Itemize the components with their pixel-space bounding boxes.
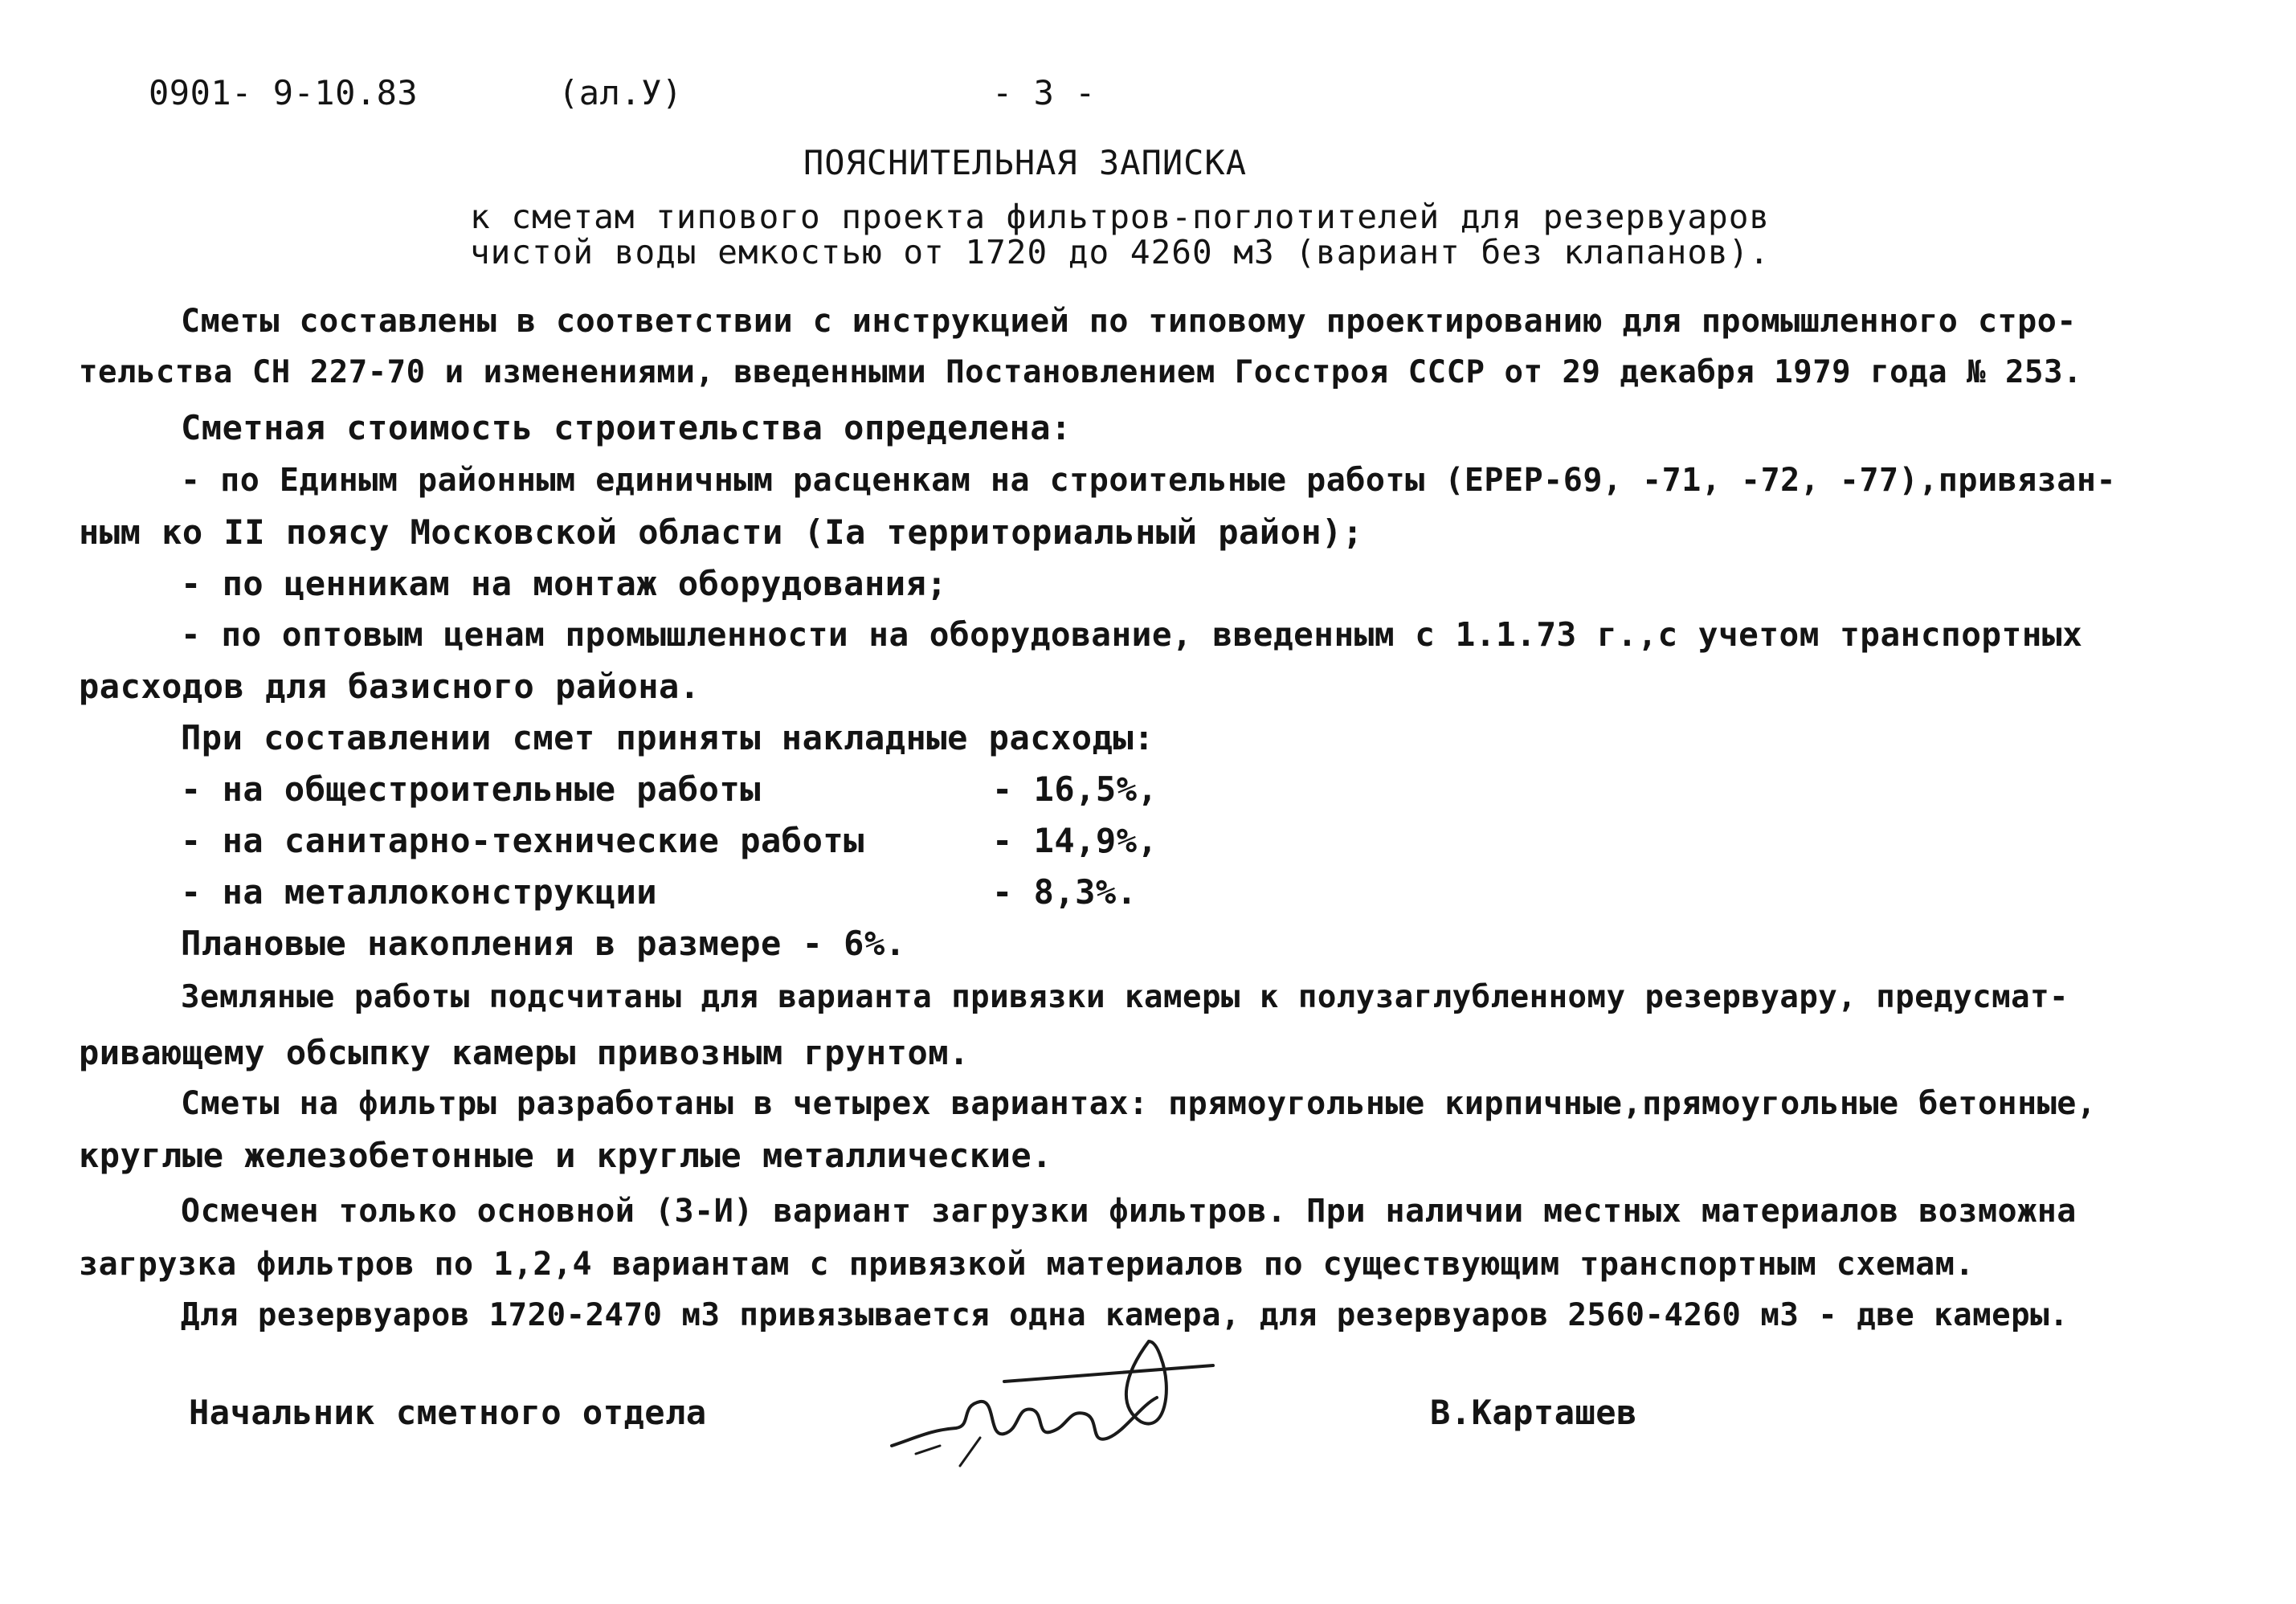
paragraph-2: Сметная стоимость строительства определена: [181,408,1072,447]
paragraph-7: Плановые накопления в размере - 6%. [181,924,906,963]
paragraph-3-line-2: ным ко II поясу Московской области (Iа территориальный район); [79,512,1363,552]
subtitle-line-2: чистой воды емкостью от 1720 до 4260 м3 (вариант без клапанов). [470,233,1771,271]
album-number: (ал.У) [558,73,683,112]
document-title: ПОЯСНИТЕЛЬНАЯ ЗАПИСКА [803,143,1248,182]
paragraph-11: Для резервуаров 1720-2470 м3 привязывается одна камера, для резервуаров 2560-4260 м3 - две камеры. [181,1297,2069,1333]
paragraph-10-line-1: Осмечен только основной (З-И) вариант загрузки фильтров. При наличии местных материалов возможна [181,1193,2077,1230]
overhead-label-1: - на общестроительные работы [181,769,762,809]
paragraph-9-line-1: Сметы на фильтры разработаны в четырех вариантах: прямоугольные кирпичные,прямоугольные бетонные, [181,1085,2097,1122]
overhead-label-2: - на санитарно-технические работы [181,821,864,860]
paragraph-1-line-1: Сметы составлены в соответствии с инструкцией по типовому проектированию для промышленного стро- [181,303,2077,340]
paragraph-8-line-2: ривающему обсыпку камеры привозным грунтом. [79,1033,970,1072]
overhead-label-3: - на металлоконструкции [181,872,658,912]
signatory-position: Начальник сметного отдела [189,1393,707,1432]
overhead-value-1: - 16,5%, [992,769,1158,809]
paragraph-8-line-1: Земляные работы подсчитаны для варианта привязки камеры к полузаглубленному резервуару, предусмат- [181,979,2069,1015]
signatory-name: В.Карташев [1430,1393,1637,1432]
overhead-value-2: - 14,9%, [992,821,1158,860]
subtitle-line-1: к сметам типового проекта фильтров-поглотителей для резервуаров [470,198,1771,236]
handwritten-signature [884,1325,1221,1470]
paragraph-1-line-2: тельства СН 227-70 и изменениями, введенными Постановлением Госстроя СССР от 29 декабря 1979 года № 253. [79,354,2082,390]
paragraph-10-line-2: загрузка фильтров по 1,2,4 вариантам с привязкой материалов по существующим транспортным схемам. [79,1246,1975,1283]
page-number: - 3 - [992,73,1096,112]
paragraph-3-line-1: - по Единым районным единичным расценкам на строительные работы (ЕРЕР-69, -71, -72, -77),привязан- [181,462,2117,499]
paragraph-9-line-2: круглые железобетонные и круглые металлические. [79,1136,1052,1175]
paragraph-4: - по ценникам на монтаж оборудования; [181,564,948,603]
paragraph-5-line-2: расходов для базисного района. [79,667,701,706]
paragraph-6: При составлении смет приняты накладные расходы: [181,718,1154,757]
document-code: 0901- 9-10.83 [149,73,419,112]
paragraph-5-line-1: - по оптовым ценам промышленности на оборудование, введенным с 1.1.73 г.,с учетом транспортных [181,615,2083,654]
overhead-value-3: - 8,3%. [992,872,1138,912]
